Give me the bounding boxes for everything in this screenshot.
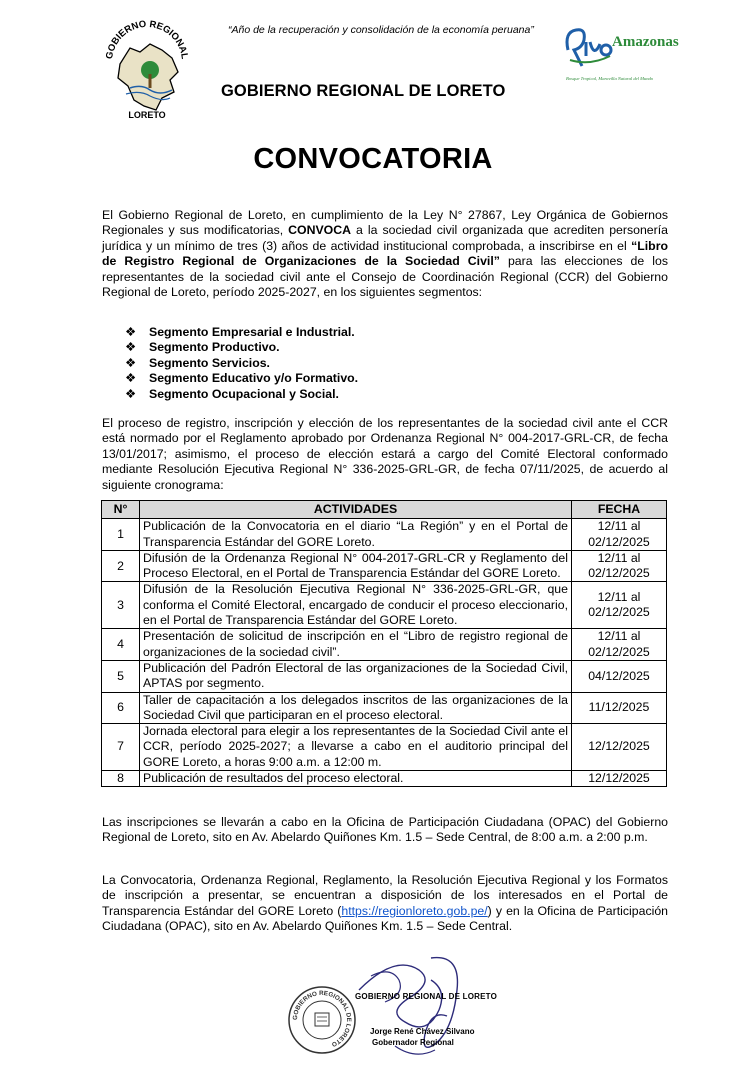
diamond-bullet-icon: ❖ [125, 355, 137, 370]
org-title: GOBIERNO REGIONAL DE LORETO [221, 82, 506, 100]
stamp-org-text: GOBIERNO REGIONAL DE LORETO [355, 992, 498, 1001]
registration-paragraph: Las inscripciones se llevarán a cabo en la Oficina de Participación Ciudadana (OPAC) del Gobierno Regional de Loreto, sito en Av. Abelardo Quiñones Km. 1.5 – Sede Central, de 8:00 a.m. a 2:00 p.m. [102, 815, 668, 845]
documents-paragraph: La Convocatoria, Ordenanza Regional, Reglamento, la Resolución Ejecutiva Regional y los Formatos de inscripción a presentar, se encuentran a disposición de los interesados en el Portal de Transparencia Estándar del GORE Loreto (https://regionloreto.gob.pe/) y en la Oficina de Participación Ciudadana (OPAC), sito en Av. Abelardo Quiñones Km. 1.5 – Sede Central. [102, 873, 669, 934]
intro-bold-libro: “Libro de Registro Regional de Organizaciones de la Sociedad Civil” [102, 238, 668, 269]
table-row: 3 Difusión de la Resolución Ejecutiva Regional N° 336-2025-GRL-GR, que conforma el Comité Electoral, encargado de conducir el proceso eleccionario, en el Portal de Transparencia Estándar del GORE Loreto. 12/11 al 02/12/2025 [102, 582, 667, 629]
diamond-bullet-icon: ❖ [125, 386, 137, 401]
signer-name: Jorge René Chávez Silvano [370, 1027, 475, 1036]
intro-text-1: El Gobierno Regional de Loreto, en cumplimiento de la Ley N° 27867, Ley Orgánica de Gobiernos Regionales y sus modificatorias, [102, 208, 668, 238]
list-item: ❖ Segmento Productivo. [125, 340, 280, 355]
rio-amazonas-logo-icon [560, 22, 679, 92]
list-item: ❖ Segmento Ocupacional y Social. [125, 386, 339, 401]
process-paragraph: El proceso de registro, inscripción y elección de los representantes de la sociedad civil ante el CCR está normado por el Reglamento aprobado por Ordenanza Regional N° 004-2017-GRL-CR, de fecha 13/01/2017; asimismo, el proceso de elección estará a cargo del Comité Electoral conformado mediante Resolución Ejecutiva Regional N° 336-2025-GRL-GR, de fecha 07/11/2025, de acuerdo al siguiente cronograma: [102, 416, 668, 492]
schedule-table [101, 500, 667, 787]
emblem-text: LORETO [128, 110, 166, 120]
intro-paragraph [102, 208, 668, 300]
diamond-bullet-icon: ❖ [125, 340, 137, 355]
table-row: 1 Publicación de la Convocatoria en el diario “La Región” y en el Portal de Transparencia Estándar del GORE Loreto. 12/11 al 02/12/2025 [102, 519, 667, 551]
intro-bold-convoca: CONVOCA [288, 223, 352, 238]
col-header-activity: ACTIVIDADES [140, 501, 572, 519]
table-row: 6 Taller de capacitación a los delegados inscritos de las organizaciones de la Sociedad Civil que participaran en el proceso electoral. 11/12/2025 [102, 692, 667, 724]
diamond-bullet-icon: ❖ [125, 371, 137, 386]
table-header-row [102, 501, 667, 519]
diamond-bullet-icon: ❖ [125, 325, 137, 339]
col-header-date: FECHA [572, 501, 667, 519]
handwritten-signature-icon [335, 950, 485, 1068]
table-row: 8 Publicación de resultados del proceso electoral. 12/12/2025 [102, 771, 667, 787]
logo-tagline-text: Bosque Tropical, Maravilla Natural del Mundo [566, 76, 654, 81]
portal-link[interactable]: https://regionloreto.gob.pe/ [341, 903, 488, 918]
svg-text:GOBIERNO REGIONAL: GOBIERNO REGIONAL [104, 18, 190, 60]
list-item: ❖ Segmento Servicios. [125, 355, 270, 370]
table-row: 7 Jornada electoral para elegir a los representantes de la Sociedad Civil ante el CCR, período 2025-2027; a llevarse a cabo en el auditorio principal del GORE Loreto, a horas 9:00 a.m. a 12:00 m. 12/12/2025 [102, 724, 667, 771]
seal-text: GOBIERNO REGIONAL DE LORETO [291, 989, 353, 1048]
intro-text-2: a la sociedad civil organizada que acrediten personería jurídica y un mínimo de tres (3) años de actividad institucional comprobada, a inscribirse en el [102, 223, 668, 253]
segment-list [125, 325, 358, 402]
list-item: ❖ Segmento Empresarial e Industrial. [125, 325, 355, 339]
logo-brand-text: Amazonas [612, 34, 679, 50]
motto-text: “Año de la recuperación y consolidación de la economía peruana” [228, 24, 534, 36]
table-row: 2 Difusión de la Ordenanza Regional N° 004-2017-GRL-CR y Reglamento del Proceso Electoral, en el Portal de Transparencia Estándar del GORE Loreto. 12/11 al 02/12/2025 [102, 550, 667, 582]
gobierno-regional-emblem-icon [100, 14, 194, 122]
col-header-num: N° [102, 501, 140, 519]
signer-role: Gobernador Regional [372, 1038, 454, 1047]
table-row: 4 Presentación de solicitud de inscripción en el “Libro de registro regional de organizaciones de la sociedad civil”. 12/11 al 02/12/2025 [102, 629, 667, 661]
table-row: 5 Publicación del Padrón Electoral de las organizaciones de la Sociedad Civil, APTAS por segmento. 04/12/2025 [102, 660, 667, 692]
intro-text-3: para las elecciones de los representantes de la sociedad civil ante el Consejo de Coordinación Regional (CCR) del Gobierno Regional de Loreto, período 2025-2027, en los siguientes segmentos: [102, 254, 668, 300]
page-title: CONVOCATORIA [253, 143, 493, 175]
list-item: ❖ Segmento Educativo y/o Formativo. [125, 371, 359, 386]
